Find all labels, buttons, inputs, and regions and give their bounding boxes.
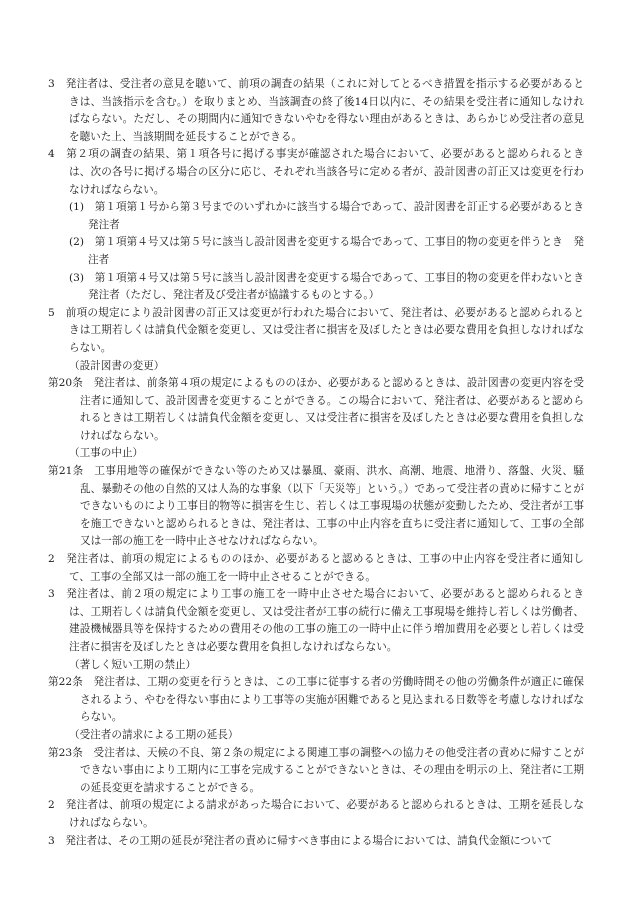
article-20-heading: （設計図書の変更）	[69, 359, 165, 372]
clause-19-4-item-1: (1) 第１項第１号から第３号までのいずれかに該当する場合であって、設計図書を訂正する必要があるとき 発注者	[69, 201, 595, 231]
article-22-heading: （著しく短い工期の禁止）	[69, 658, 197, 671]
clause-19-3: 3 発注者は、受注者の意見を聴いて、前項の調査の結果（これに対してとるべき措置を指示する必要があるときは、当該指示を含む。）を取りまとめ、当該調査の終了後14日以内に、その結果を受注者に通知しなければならない。ただし、その期間内に通知できないやむを得ない理由があるときは、あらかじめ受注者の意見を聴いた上、当該期間を延長することができる。	[48, 78, 584, 143]
article-23: 第23条 受注者は、天候の不良、第２条の規定による関連工事の調整への協力その他受注者の責めに帰すことができない事由により工期内に工事を完成することができないときは、その理由を明示の上、発注者に工期の延長変更を請求することができる。	[48, 746, 584, 794]
clause-23-3: 3 発注者は、その工期の延長が発注者の責めに帰すべき事由による場合においては、請負代金額について	[48, 834, 553, 847]
article-22: 第22条 発注者は、工期の変更を行うときは、この工事に従事する者の労働時間その他の労働条件が適正に確保されるよう、やむを得ない事由により工事等の実施が困難であると見込まれる日数等を考慮しなければならない。	[48, 676, 584, 724]
article-20: 第20条 発注者は、前条第４項の規定によるもののほか、必要があると認めるときは、設計図書の変更内容を受注者に通知して、設計図書を変更することができる。この場合において、発注者は、必要があると認められるときは工期若しくは請負代金額を変更し、又は受注者に損害を及ぼしたときは必要な費用を負担しなければならない。	[48, 377, 584, 442]
article-23-heading: （受注者の請求による工期の延長）	[69, 728, 239, 741]
clause-19-5: 5 前項の規定により設計図書の訂正又は変更が行われた場合において、発注者は、必要があると認められるときは工期若しくは請負代金額を変更し、又は受注者に損害を及ぼしたときは必要な費用を負担しなければならない。	[48, 306, 584, 354]
clause-21-2: 2 発注者は、前項の規定によるもののほか、必要があると認めるときは、工事の中止内容を受注者に通知して、工事の全部又は一部の施工を一時中止させることができる。	[48, 553, 584, 583]
clause-19-4: 4 第２項の調査の結果、第１項各号に掲げる事実が確認された場合において、必要があると認められるときは、次の各号に掲げる場合の区分に応じ、それぞれ当該各号に定める者が、設計図書の訂正又は変更を行わなければならない。	[48, 148, 584, 196]
clause-19-4-item-3: (3) 第１項第４号又は第５号に該当し設計図書を変更する場合であって、工事目的物の変更を伴わないとき 発注者（ただし、発注者及び受注者が協議するものとする。）	[69, 271, 595, 302]
article-21: 第21条 工事用地等の確保ができない等のため又は暴風、豪雨、洪水、高潮、地震、地滑り、落盤、火災、騒乱、暴動その他の自然的又は人為的な事象（以下「天災等」という。）であって受注者の責めに帰すことができないものにより工事目的物等に損害を生じ、若しくは工事現場の状態が変動したため、受注者が工事を施工できないと認められるときは、発注者は、工事の中止内容を直ちに受注者に通知して、工事の全部又は一部の施工を一時中止させなければならない。	[48, 465, 584, 548]
document-page	[48, 76, 595, 850]
clause-19-4-item-2: (2) 第１項第４号又は第５号に該当し設計図書を変更する場合であって、工事目的物の変更を伴うとき 発注者	[69, 236, 584, 266]
clause-21-3: 3 発注者は、前２項の規定により工事の施工を一時中止させた場合において、必要があると認められるときは、工期若しくは請負代金額を変更し、又は受注者が工事の続行に備え工事現場を維持し若しくは労働者、建設機械器具等を保持するための費用その他の工事の施工の一時中止に伴う増加費用を必要とし若しくは受注者に損害を及ぼしたときは必要な費用を負担しなければならない。	[48, 588, 584, 653]
article-21-heading: （工事の中止）	[69, 447, 144, 460]
clause-23-2: 2 発注者は、前項の規定による請求があった場合において、必要があると認められるときは、工期を延長しなければならない。	[48, 799, 584, 829]
